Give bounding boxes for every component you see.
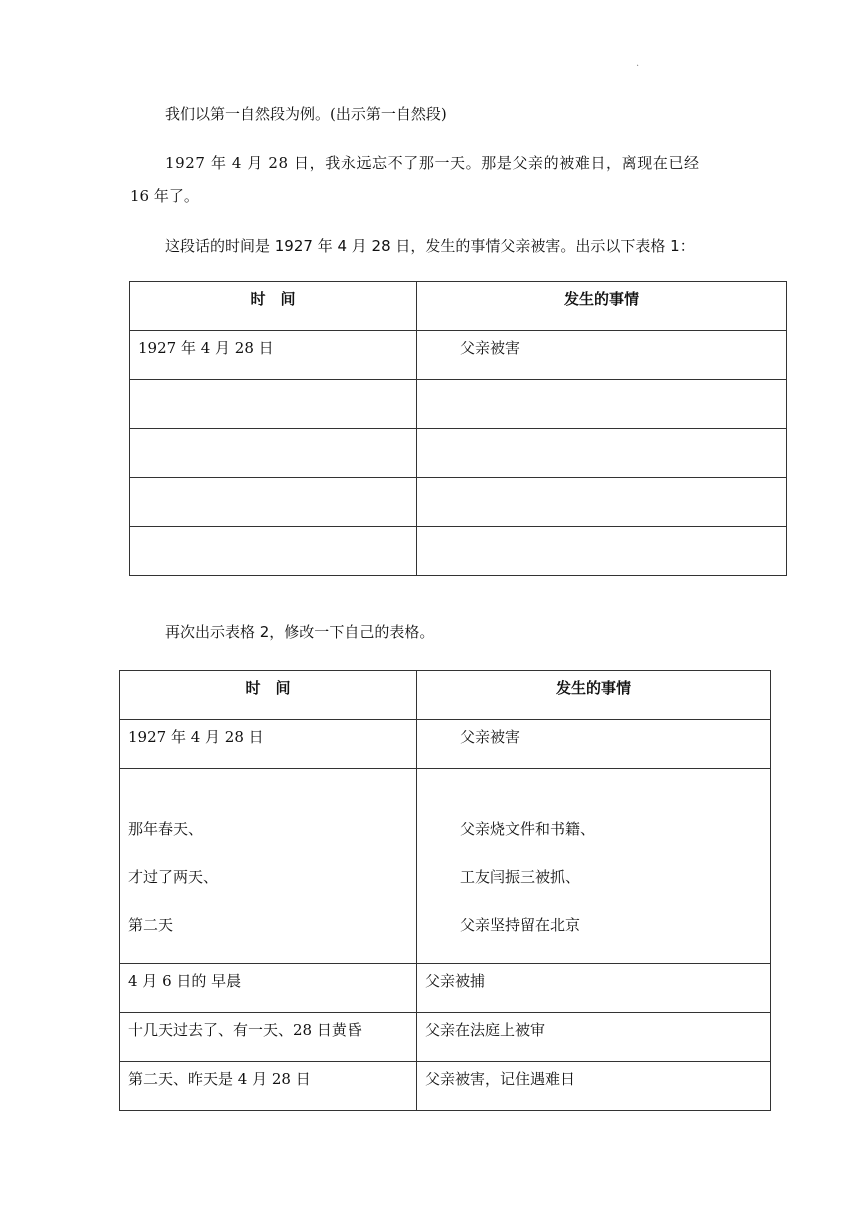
table-row xyxy=(130,331,787,380)
event-line: 父亲坚持留在北京 xyxy=(460,916,581,934)
table-row xyxy=(120,720,771,769)
table-row-multi xyxy=(120,769,771,964)
paragraph-intro: 我们以第一自然段为例。(出示第一自然段) xyxy=(165,105,447,123)
time-cell: 十几天过去了、有一天、28 日黄昏 xyxy=(120,1013,417,1062)
time-cell: 第二天、昨天是 4 月 28 日 xyxy=(120,1062,417,1111)
time-line: 那年春天、 xyxy=(128,820,204,838)
header-event: 发生的事情 xyxy=(417,282,787,331)
table-row xyxy=(120,1013,771,1062)
time-cell: 1927 年 4 月 28 日 xyxy=(120,720,417,769)
paragraph-quote-line2: 16 年了。 xyxy=(130,187,199,205)
time-line: 才过了两天、 xyxy=(128,868,219,886)
paragraph-revise: 再次出示表格 2，修改一下自己的表格。 xyxy=(165,623,435,641)
table-row xyxy=(120,1062,771,1111)
paragraph-analysis: 这段话的时间是 1927 年 4 月 28 日，发生的事情父亲被害。出示以下表格 1： xyxy=(165,237,695,255)
event-cell xyxy=(417,429,787,478)
event-cell xyxy=(417,527,787,576)
header-time: 时 间 xyxy=(120,671,417,720)
event-cell: 父亲被害，记住遇难日 xyxy=(417,1062,771,1111)
time-cell xyxy=(130,527,417,576)
header-time: 时 间 xyxy=(130,282,417,331)
time-line: 第二天 xyxy=(128,916,174,934)
event-line: 工友闫振三被抓、 xyxy=(460,868,581,886)
event-cell-multi xyxy=(417,769,771,964)
table-1 xyxy=(129,281,787,576)
event-cell xyxy=(417,380,787,429)
table-row xyxy=(120,964,771,1013)
table-header-row xyxy=(120,671,771,720)
event-cell xyxy=(417,478,787,527)
table-row xyxy=(130,478,787,527)
event-cell: 父亲被害 xyxy=(417,331,787,380)
table-row xyxy=(130,380,787,429)
time-cell: 4 月 6 日的 早晨 xyxy=(120,964,417,1013)
table-2 xyxy=(119,670,771,1111)
event-line: 父亲烧文件和书籍、 xyxy=(460,820,596,838)
table-row xyxy=(130,429,787,478)
table-row xyxy=(130,527,787,576)
header-event: 发生的事情 xyxy=(417,671,771,720)
time-cell xyxy=(130,380,417,429)
event-cell: 父亲在法庭上被审 xyxy=(417,1013,771,1062)
time-cell xyxy=(130,429,417,478)
header-mark: . xyxy=(636,58,640,69)
event-cell: 父亲被捕 xyxy=(417,964,771,1013)
event-cell: 父亲被害 xyxy=(417,720,771,769)
paragraph-quote-line1: 1927 年 4 月 28 日，我永远忘不了那一天。那是父亲的被难日，离现在已经 xyxy=(165,154,700,172)
time-cell: 1927 年 4 月 28 日 xyxy=(130,331,417,380)
table-header-row xyxy=(130,282,787,331)
time-cell xyxy=(130,478,417,527)
time-cell-multi xyxy=(120,769,417,964)
